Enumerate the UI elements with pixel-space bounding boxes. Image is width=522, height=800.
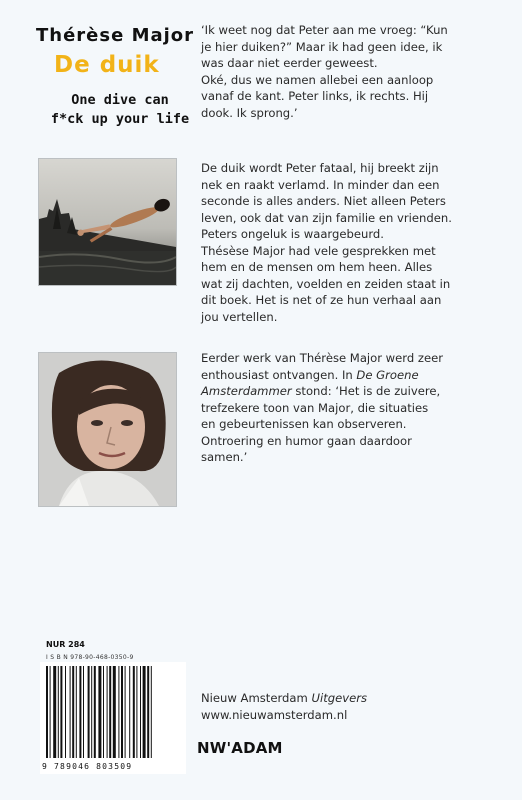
barcode-bar: [94, 666, 96, 758]
tagline-line: One dive can: [71, 92, 169, 108]
story-line: Peters ongeluk is waargebeurd.: [201, 227, 384, 241]
praise-line: samen.’: [201, 450, 248, 464]
quote-line: was daar niet eerder geweest.: [201, 56, 378, 70]
barcode-bars: [46, 666, 180, 762]
praise-line: [201, 383, 501, 400]
barcode-bar: [88, 666, 90, 758]
publisher-name-italic: Uitgevers: [311, 691, 368, 705]
story-line: dit boek. Het is net of ze hun verhaal aan: [201, 293, 442, 307]
story-line: nek en raakt verlamd. In minder dan een: [201, 177, 440, 192]
barcode-bar: [83, 666, 84, 758]
praise-line: [201, 367, 501, 384]
barcode-bar: [103, 666, 104, 758]
story-line: wat zij dachten, voelden en zeiden staat in: [201, 276, 451, 291]
praise-line: Eerder werk van Thérèse Major werd zeer: [201, 351, 444, 365]
magazine-name: Amsterdammer: [201, 384, 292, 398]
quote-block: [201, 22, 501, 121]
publisher-info: [201, 690, 367, 724]
book-title: De duik: [54, 52, 160, 78]
barcode-bar: [46, 666, 48, 758]
barcode-bar: [70, 666, 71, 758]
story-line: hem en de mensen om hem heen. Alles: [201, 260, 433, 274]
barcode-bar: [121, 666, 123, 758]
praise-text: stond: ‘Het is de zuivere,: [291, 384, 441, 398]
barcode-bar: [107, 666, 108, 758]
tagline-line: f*ck up your life: [50, 111, 190, 127]
publisher-website: www.nieuwamsterdam.nl: [201, 708, 348, 722]
praise-text: enthousiast ontvangen. In: [201, 367, 357, 382]
barcode-digits: 9 789046 803509: [42, 762, 133, 771]
isbn-text: I S B N 978-90-468-0350-9: [46, 654, 134, 661]
barcode-bar: [53, 666, 56, 758]
barcode-bar: [91, 666, 92, 758]
barcode-bar: [58, 666, 59, 758]
quote-line: vanaf de kant. Peter links, ik rechts. Hij: [201, 89, 429, 103]
quote-line: ‘Ik weet nog dat Peter aan me vroeg: “Kun: [201, 23, 448, 37]
dive-photo: [38, 158, 177, 286]
barcode-bar: [109, 666, 111, 758]
barcode-bar: [50, 666, 51, 758]
story-line: De duik wordt Peter fataal, hij breekt zijn: [201, 161, 439, 175]
barcode-bar: [143, 666, 146, 758]
nur-code: NUR 284: [46, 640, 85, 649]
author-name: Thérèse Major: [36, 25, 195, 46]
barcode-bar: [98, 666, 101, 758]
barcode-bar: [151, 666, 152, 758]
publisher-logo: NW'ADAM: [197, 739, 283, 757]
publisher-name: [201, 690, 367, 707]
praise-line: en gebeurtenissen kan observeren.: [201, 417, 407, 431]
story-line: jou vertellen.: [201, 309, 278, 324]
quote-line: je hier duiken?” Maar ik had geen idee, ik: [201, 39, 443, 54]
tagline: [50, 91, 190, 129]
barcode-bar: [72, 666, 74, 758]
barcode: [40, 662, 186, 774]
story-line: leven, ook dat van zijn familie en vrienden.: [201, 210, 452, 225]
barcode-bar: [76, 666, 77, 758]
story-line: seconde is alles anders. Niet alleen Peters: [201, 194, 446, 208]
praise-block: [201, 350, 501, 466]
publisher-name-text: Nieuw Amsterdam: [201, 691, 312, 705]
quote-line: Oké, dus we namen allebei een aanloop: [201, 72, 434, 87]
barcode-bar: [129, 666, 130, 758]
author-photo: [38, 352, 177, 507]
quote-line: dook. Ik sprong.’: [201, 105, 298, 120]
barcode-bar: [136, 666, 137, 758]
barcode-bar: [147, 666, 149, 758]
barcode-bar: [140, 666, 141, 758]
story-line: Thésèse Major had vele gesprekken met: [201, 243, 436, 258]
barcode-bar: [133, 666, 135, 758]
barcode-bar: [113, 666, 116, 758]
barcode-bar: [65, 666, 66, 758]
praise-line: trefzekere toon van Major, die situaties: [201, 400, 429, 415]
magazine-name: De Groene: [356, 367, 419, 382]
barcode-bar: [118, 666, 119, 758]
barcode-bar: [79, 666, 81, 758]
barcode-bar: [60, 666, 62, 758]
barcode-bar: [125, 666, 126, 758]
praise-line: Ontroering en humor gaan daardoor: [201, 433, 412, 448]
story-block: [201, 160, 501, 325]
